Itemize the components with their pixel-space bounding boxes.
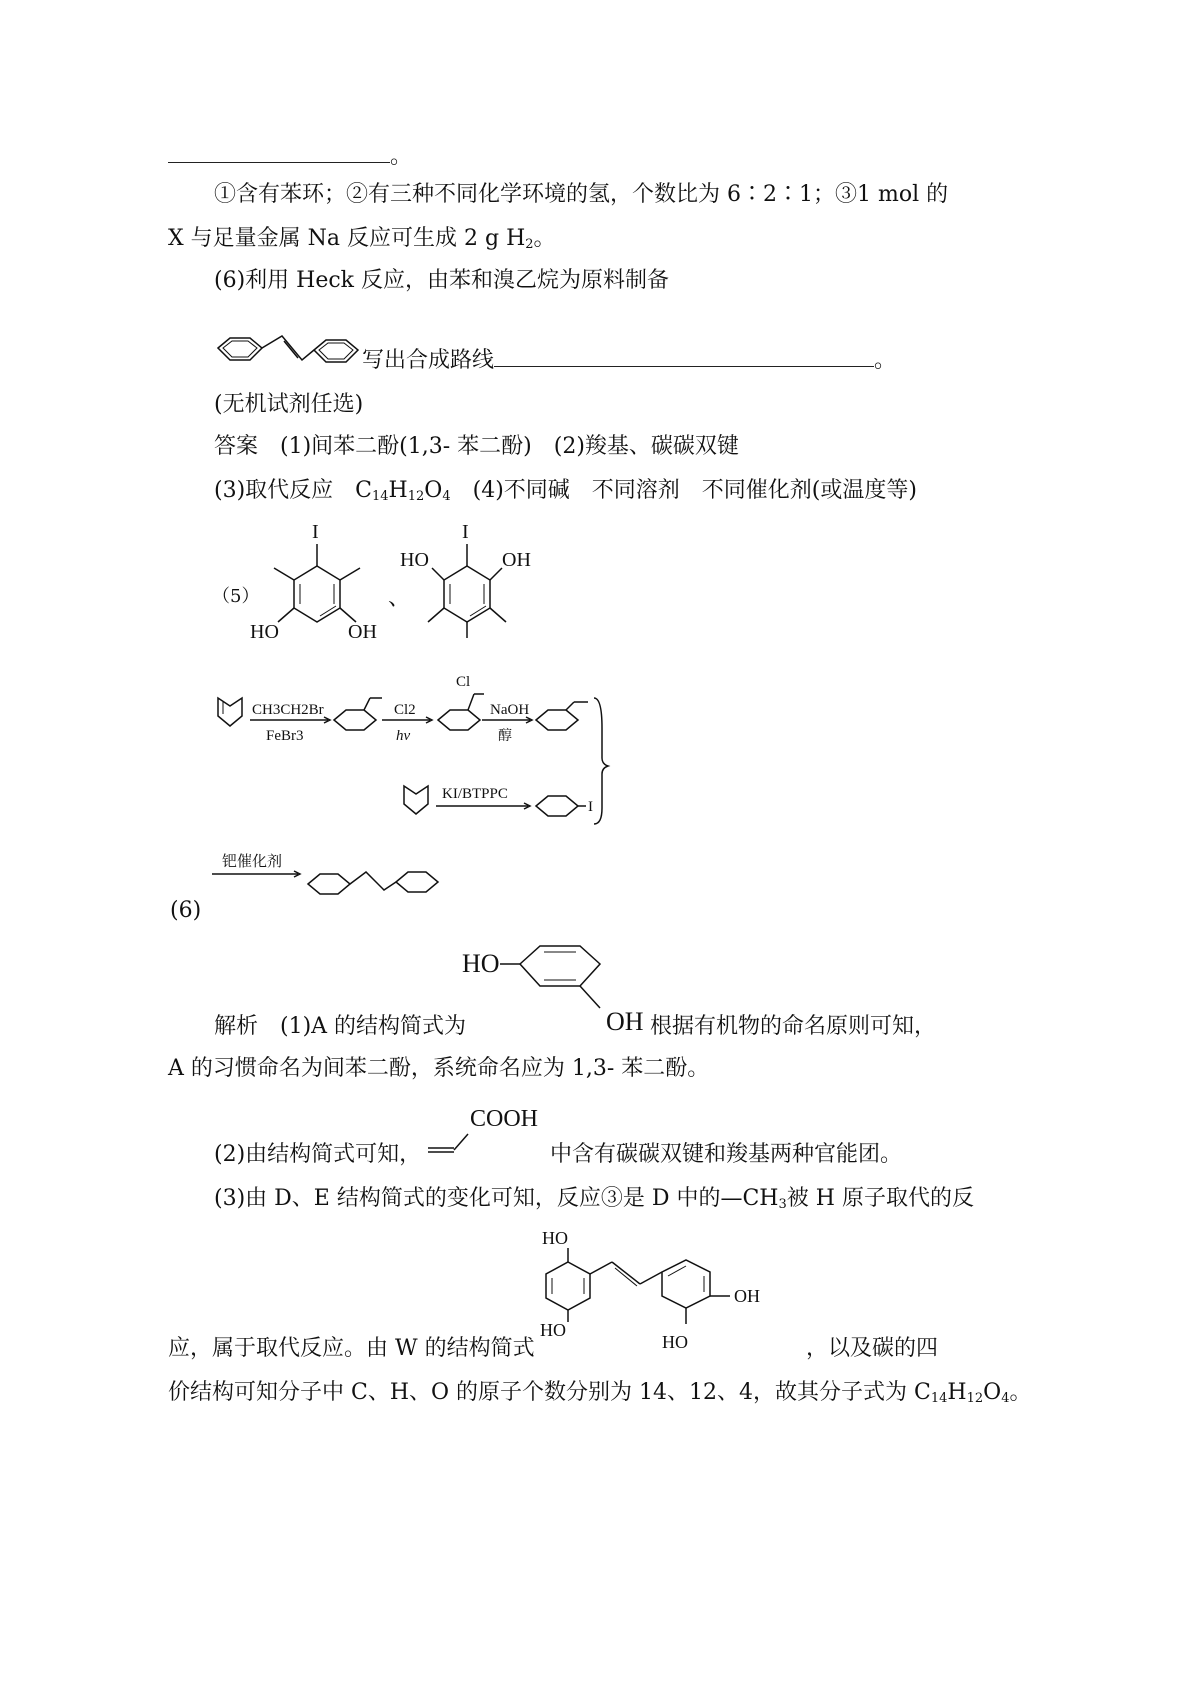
ho-label: HO bbox=[400, 549, 429, 571]
q6-question: (6)利用 Heck 反应，由苯和溴乙烷为原料制备 bbox=[214, 268, 670, 293]
answer5-structure-2 bbox=[398, 518, 548, 638]
analysis1-line2: A 的习惯命名为间苯二酚，系统命名应为 1,3- 苯二酚。 bbox=[168, 1056, 710, 1081]
answer-blank bbox=[168, 140, 390, 163]
ho-label: HO bbox=[662, 1332, 688, 1352]
answer5-separator: 、 bbox=[388, 586, 411, 611]
stilbene-product bbox=[308, 872, 438, 894]
styrene bbox=[536, 702, 588, 730]
reagent-light: hν bbox=[396, 728, 411, 744]
resorcinol-structure bbox=[460, 930, 660, 1040]
analysis3-line2: 应，属于取代反应。由 W 的结构简式 bbox=[168, 1336, 535, 1361]
reagent-ki-btppc: KI/BTPPC bbox=[442, 786, 508, 802]
reagent-ethyl-bromide: CH3CH2Br bbox=[252, 702, 324, 718]
reagent-naoh: NaOH bbox=[490, 702, 530, 718]
ho-label: HO bbox=[250, 621, 279, 643]
analysis2-cont: 中含有碳碳双键和羧基两种官能团。 bbox=[550, 1142, 903, 1167]
iodine-label: I bbox=[312, 521, 319, 543]
benzene-ring-left bbox=[218, 338, 262, 360]
analysis3-line3: 价结构可知分子中 C、H、O 的原子个数分别为 14、12、4，故其分子式为 $C_{14}H_{12}O_4$。 bbox=[168, 1380, 1032, 1406]
oh-label: OH bbox=[734, 1286, 760, 1306]
q6-route-line: 写出合成路线 。 bbox=[362, 344, 896, 376]
answer-line2: (3)取代反应 $C_{14}H_{12}O_4$ (4)不同碱 不同溶剂 不同催化剂(或温度等) bbox=[214, 478, 917, 504]
analysis3-line2-end: ，以及碳的四 bbox=[806, 1336, 939, 1361]
ho-label: HO bbox=[542, 1228, 568, 1248]
ho-label: HO bbox=[462, 949, 500, 978]
oh-label: OH bbox=[606, 1007, 644, 1036]
analysis3-line1: (3)由 D、E 结构简式的变化可知，反应③是 D 中的$—CH_3$被 H 原子取代的反 bbox=[214, 1186, 974, 1212]
reagent-pd-catalyst: 钯催化剂 bbox=[222, 854, 283, 870]
chlorine-label: Cl bbox=[456, 674, 471, 690]
chloroethylbenzene bbox=[438, 694, 484, 730]
cooh-label: COOH bbox=[470, 1106, 539, 1132]
benzene-second bbox=[404, 786, 428, 814]
answer-line1: 答案 (1)间苯二酚(1,3- 苯二酚) (2)羧基、碳碳双键 bbox=[214, 434, 739, 459]
ho-label: HO bbox=[540, 1320, 566, 1340]
final-step bbox=[212, 850, 462, 910]
reagent-chlorine: Cl2 bbox=[394, 702, 416, 718]
oh-label: OH bbox=[348, 621, 377, 643]
route-blank bbox=[494, 344, 874, 367]
reagent-febr3: FeBr3 bbox=[266, 728, 304, 744]
benzene-start bbox=[218, 698, 242, 726]
reagent-alcohol: 醇 bbox=[498, 729, 512, 744]
iodine-label: I bbox=[588, 799, 593, 815]
iodine-label: I bbox=[462, 521, 469, 543]
oh-label: OH bbox=[502, 549, 531, 571]
answer5-structure-1 bbox=[248, 518, 398, 648]
iodobenzene bbox=[536, 796, 586, 816]
answer6-label: (6) bbox=[170, 898, 202, 923]
q5-conditions-line1: ①含有苯环；②有三种不同化学环境的氢，个数比为 6∶2∶1；③1 mol 的 bbox=[214, 182, 949, 207]
benzene-ring-right bbox=[314, 340, 358, 362]
analysis1-line: 解析 (1)A 的结构简式为 bbox=[214, 1014, 467, 1039]
q5-answer-line: 。 bbox=[168, 140, 412, 172]
q5-conditions-line2: X 与足量金属 Na 反应可生成 2 g $H_2$。 bbox=[168, 226, 556, 252]
answer5-label: （5） bbox=[212, 586, 260, 607]
analysis1-cont: 根据有机物的命名原则可知， bbox=[650, 1014, 937, 1039]
analysis2-line: (2)由结构简式可知， bbox=[214, 1142, 422, 1167]
stilbene-structure bbox=[208, 328, 368, 378]
w-structure bbox=[536, 1222, 816, 1362]
q6-note: (无机试剂任选) bbox=[214, 392, 364, 417]
acrylic-acid-structure bbox=[424, 1100, 564, 1160]
ethylbenzene bbox=[334, 698, 382, 730]
synthesis-scheme bbox=[210, 668, 630, 838]
